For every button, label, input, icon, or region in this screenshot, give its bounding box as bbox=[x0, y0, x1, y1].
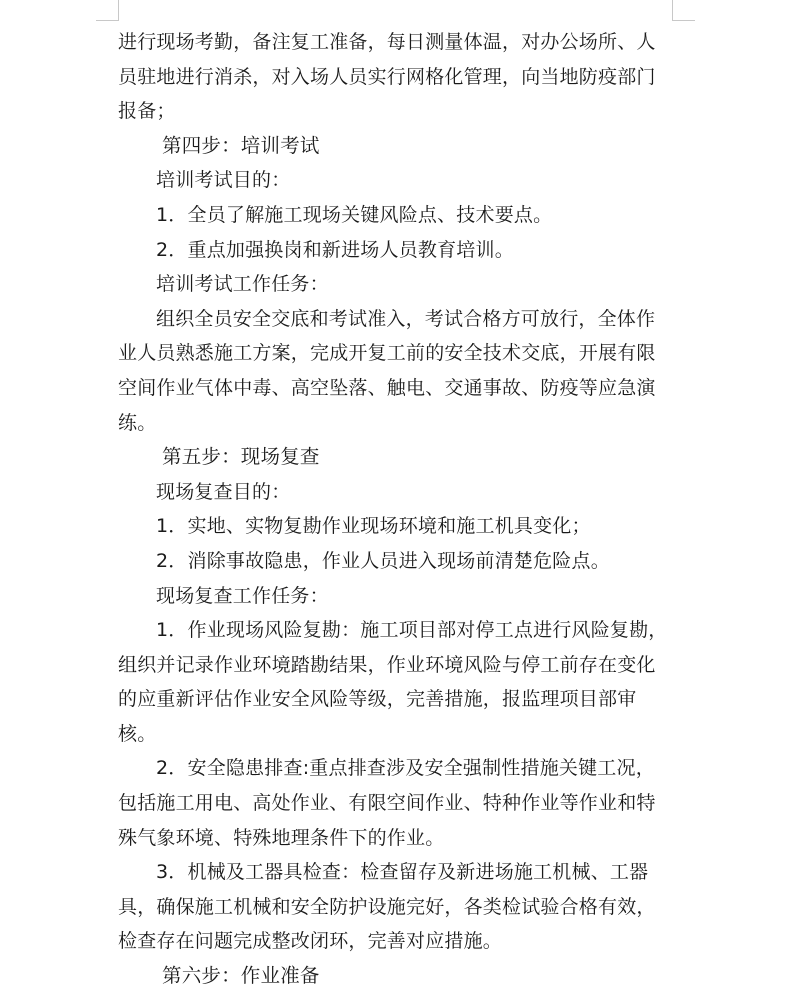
paragraph-training-purpose-1: 1．全员了解施工现场关键风险点、技术要点。 bbox=[156, 203, 553, 226]
paragraph-review-purpose-2: 2．消除事故隐患，作业人员进入现场前清楚危险点。 bbox=[156, 549, 610, 572]
paragraph-training-task: 组织全员安全交底和考试准入，考试合格方可放行，全体作业人员熟悉施工方案，完成开复工前的安全技术交底，开展有限空间作业气体中毒、高空坠落、触电、交通事故、防疫等应急演练。 bbox=[118, 307, 656, 434]
paragraph-review-task-3: 3．机械及工器具检查：检查留存及新进场施工机械、工器具，确保施工机械和安全防护设施完好，各类检试验合格有效，检查存在问题完成整改闭环，完善对应措施。 bbox=[118, 861, 656, 953]
paragraph-review-purpose-label: 现场复查目的： bbox=[156, 480, 291, 503]
paragraph-training-task-label: 培训考试工作任务： bbox=[156, 273, 329, 296]
paragraph-training-purpose-2: 2．重点加强换岗和新进场人员教育培训。 bbox=[156, 238, 514, 261]
section-heading-step6: 第六步：作业准备 bbox=[162, 964, 320, 988]
paragraph-training-purpose-label: 培训考试目的： bbox=[156, 169, 291, 192]
paragraph-review-task-2: 2．安全隐患排查:重点排查涉及安全强制性措施关键工况，包括施工用电、高处作业、有限空间作业、特种作业等作业和特殊气象环境、特殊地理条件下的作业。 bbox=[118, 757, 656, 849]
section-heading-step5: 第五步：现场复查 bbox=[162, 445, 320, 469]
section-heading-step4: 第四步：培训考试 bbox=[162, 133, 320, 157]
paragraph-review-purpose-1: 1．实地、实物复勘作业现场环境和施工机具变化； bbox=[156, 515, 591, 538]
page-corner-mark-left bbox=[96, 0, 119, 21]
paragraph-review-task-1: 1．作业现场风险复勘：施工项目部对停工点进行风险复勘，组织并记录作业环境踏勘结果，作业环境风险与停工前存在变化的应重新评估作业安全风险等级，完善措施，报监理项目部审核。 bbox=[118, 619, 668, 745]
paragraph-review-task-label: 现场复查工作任务： bbox=[156, 584, 329, 607]
document-body bbox=[118, 25, 674, 994]
paragraph-continuation: 进行现场考勤，备注复工准备，每日测量体温，对办公场所、人员驻地进行消杀，对入场人员实行网格化管理，向当地防疫部门报备； bbox=[118, 31, 656, 123]
page-corner-mark-right bbox=[672, 0, 695, 21]
